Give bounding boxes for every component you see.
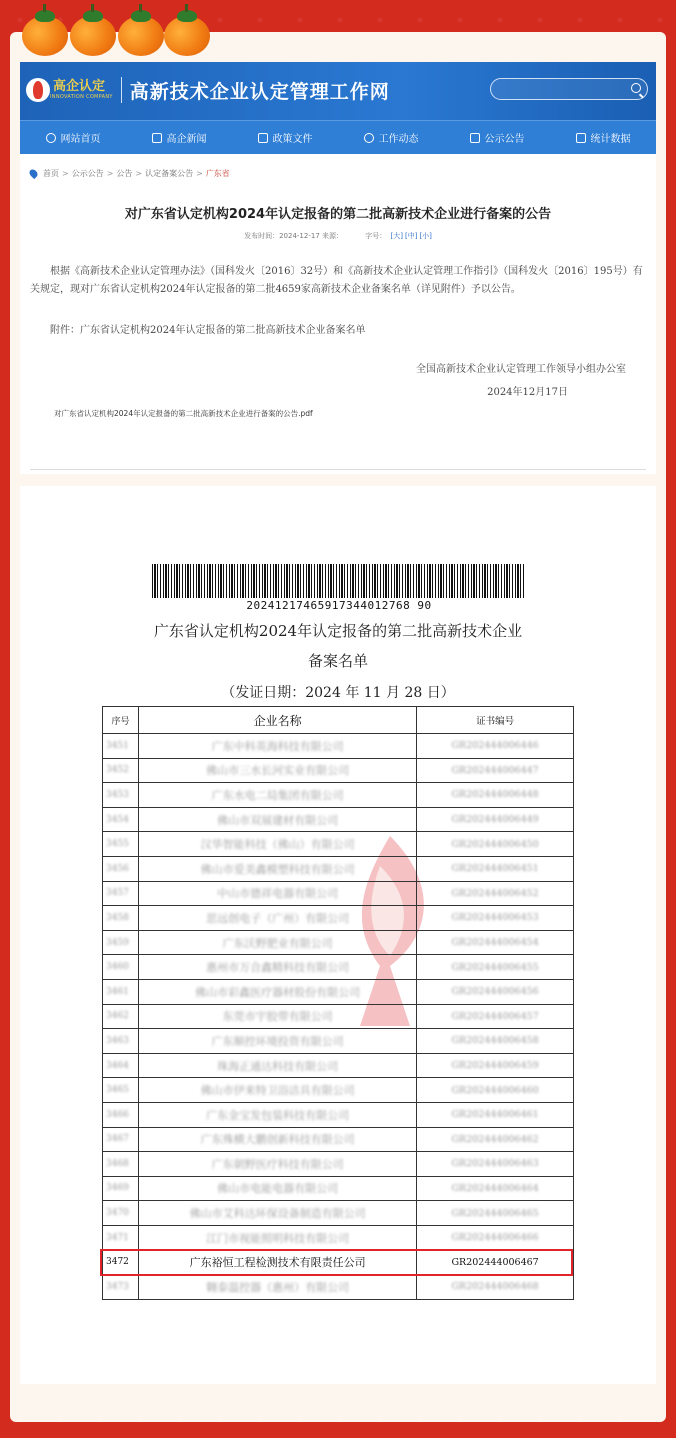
breadcrumb-filing[interactable]: 认定备案公告 [145, 169, 194, 178]
notice-icon [470, 133, 480, 143]
table-row [103, 1152, 574, 1177]
persimmon-icon [22, 10, 68, 54]
certificate-number: GR202444006467 [417, 1250, 574, 1275]
certificate-number: GR202444006446 [417, 734, 574, 759]
company-name: 东莞市宇胶带有限公司 [138, 1004, 416, 1029]
company-name: 佛山市彩鑫医疗器材股份有限公司 [138, 979, 416, 1004]
company-name: 佛山市艾科达环保设备制造有限公司 [138, 1201, 416, 1226]
company-name: 广东殊横大鹏创新科技有限公司 [138, 1127, 416, 1152]
company-name: 广东裕恒工程检测技术有限责任公司 [138, 1250, 416, 1275]
row-number: 3457 [103, 881, 139, 906]
publish-date: 发布时间：2024-12-17 来源： [244, 232, 343, 240]
barcode-number: 20241217465917344012768 90 [246, 599, 432, 612]
font-size-label: 字号： [365, 232, 387, 240]
certificate-number: GR202444006456 [417, 979, 574, 1004]
signature-block [30, 360, 646, 398]
table-row [103, 832, 574, 857]
company-name: 广东金宝发包装科技有限公司 [138, 1102, 416, 1127]
table-row [103, 1225, 574, 1250]
company-name: 惠州市万合鑫精科技有限公司 [138, 955, 416, 980]
persimmon-icon [70, 10, 116, 54]
logo-text: 高企认定 [53, 79, 106, 94]
certificate-number: GR202444006461 [417, 1102, 574, 1127]
nav-item-label: 网站首页 [60, 134, 101, 145]
certificate-number: GR202444006457 [417, 1004, 574, 1029]
table-row [103, 1127, 574, 1152]
row-number: 3461 [103, 979, 139, 1004]
row-number: 3460 [103, 955, 139, 980]
nav-item-label: 公示公告 [484, 134, 525, 145]
table-row [103, 783, 574, 808]
table-row [103, 1102, 574, 1127]
breadcrumb: 首页 > 公示公告 > 公告 > 认定备案公告 > 广东省 [30, 168, 646, 179]
company-name: 思远创电子（广州）有限公司 [138, 906, 416, 931]
company-name: 佛山市电能电器有限公司 [138, 1176, 416, 1201]
row-number: 3453 [103, 783, 139, 808]
company-name: 汉华智能科技（佛山）有限公司 [138, 832, 416, 857]
website-screenshot [20, 62, 656, 474]
company-name: 佛山市爱美鑫模塑科技有限公司 [138, 856, 416, 881]
column-header-no: 序号 [103, 707, 139, 734]
certificate-number: GR202444006453 [417, 906, 574, 931]
certificate-number: GR202444006458 [417, 1029, 574, 1054]
company-name: 广东沃野肥业有限公司 [138, 930, 416, 955]
nav-item-label: 高企新闻 [166, 134, 207, 145]
site-logo[interactable] [26, 74, 390, 106]
row-number: 3472 [103, 1250, 139, 1275]
certificate-number: GR202444006452 [417, 881, 574, 906]
article-meta [30, 231, 646, 241]
logo-subtext: INNOVATION COMPANY [50, 94, 113, 100]
row-number: 3456 [103, 856, 139, 881]
company-name: 珠海正通达科技有限公司 [138, 1053, 416, 1078]
table-row [103, 979, 574, 1004]
certificate-number: GR202444006468 [417, 1275, 574, 1300]
column-header-company: 企业名称 [138, 707, 416, 734]
company-name: 广东朝野医疗科技有限公司 [138, 1152, 416, 1177]
row-number: 3458 [103, 906, 139, 931]
persimmon-decoration [22, 4, 222, 54]
certificate-number: GR202444006459 [417, 1053, 574, 1078]
row-number: 3468 [103, 1152, 139, 1177]
nav-item-0[interactable] [20, 121, 126, 154]
row-number: 3451 [103, 734, 139, 759]
filing-list-document [20, 486, 656, 1384]
table-row [103, 955, 574, 980]
nav-item-label: 工作动态 [378, 134, 419, 145]
table-row [103, 1078, 574, 1103]
persimmon-icon [118, 10, 164, 54]
table-row [103, 1029, 574, 1054]
main-nav [20, 120, 656, 154]
persimmon-icon [164, 10, 210, 54]
site-header [20, 62, 656, 120]
article-body: 根据《高新技术企业认定管理办法》（国科发火〔2016〕32号）和《高新技术企业认定管理工作指引》（国科发火〔2016〕195号）有关规定，现对广东省认定机构2024年认定报备的第二批4659家高新技术企业备案名单（详见附件）予以公告。 [30, 266, 643, 295]
company-name: 江门市视能照明科技有限公司 [138, 1225, 416, 1250]
pdf-attachment-link[interactable]: 对广东省认定机构2024年认定报备的第二批高新技术企业进行备案的公告.pdf [54, 409, 313, 418]
send-icon [364, 133, 374, 143]
search-input[interactable] [490, 78, 648, 100]
certificate-number: GR202444006449 [417, 807, 574, 832]
nav-item-label: 政策文件 [272, 134, 313, 145]
nav-item-1[interactable] [126, 121, 232, 154]
certificate-number: GR202444006460 [417, 1078, 574, 1103]
certificate-number: GR202444006454 [417, 930, 574, 955]
company-name: 佛山市三水长河实业有限公司 [138, 758, 416, 783]
certificate-number: GR202444006464 [417, 1176, 574, 1201]
breadcrumb-announcements[interactable]: 公告 [116, 169, 133, 178]
row-number: 3467 [103, 1127, 139, 1152]
company-name: 广东水电二局集团有限公司 [138, 783, 416, 808]
signing-organization: 全国高新技术企业认定管理工作领导小组办公室 [416, 364, 626, 375]
certificate-number: GR202444006451 [417, 856, 574, 881]
certificate-number: GR202444006463 [417, 1152, 574, 1177]
table-row [103, 1053, 574, 1078]
nav-item-4[interactable] [444, 121, 550, 154]
table-row [103, 930, 574, 955]
company-name: 翱泰温控器（惠州）有限公司 [138, 1275, 416, 1300]
table-row [103, 807, 574, 832]
certificate-number: GR202444006447 [417, 758, 574, 783]
nav-item-label: 统计数据 [590, 134, 631, 145]
table-row [103, 1275, 574, 1300]
row-number: 3455 [103, 832, 139, 857]
document-subtitle: 备案名单 [307, 652, 368, 670]
certificate-number: GR202444006450 [417, 832, 574, 857]
column-header-cert: 证书编号 [417, 707, 574, 734]
nav-item-5[interactable] [550, 121, 656, 154]
row-number: 3465 [103, 1078, 139, 1103]
certificate-number: GR202444006462 [417, 1127, 574, 1152]
row-number: 3473 [103, 1275, 139, 1300]
signing-date: 2024年12月17日 [487, 387, 568, 398]
table-row [103, 881, 574, 906]
company-name: 佛山市伊来特卫浴洁具有限公司 [138, 1078, 416, 1103]
row-number: 3471 [103, 1225, 139, 1250]
breadcrumb-current[interactable]: 广东省 [205, 169, 230, 178]
nav-item-3[interactable] [338, 121, 444, 154]
row-number: 3459 [103, 930, 139, 955]
logo-divider [121, 77, 122, 103]
company-name: 广东顺控环境投资有限公司 [138, 1029, 416, 1054]
row-number: 3466 [103, 1102, 139, 1127]
attachment-note: 附件：广东省认定机构2024年认定报备的第二批高新技术企业备案名单 [50, 325, 366, 336]
certificate-number: GR202444006455 [417, 955, 574, 980]
row-number: 3452 [103, 758, 139, 783]
company-name: 佛山市双展建材有限公司 [138, 807, 416, 832]
table-row [103, 906, 574, 931]
table-row [103, 1176, 574, 1201]
issue-date: （发证日期：2024 年 11 月 28 日） [221, 685, 455, 701]
company-name: 广东中科英海科技有限公司 [138, 734, 416, 759]
news-icon [152, 133, 162, 143]
table-row [103, 734, 574, 759]
certificate-number: GR202444006448 [417, 783, 574, 808]
article-title: 对广东省认定机构2024年认定报备的第二批高新技术企业进行备案的公告 [124, 207, 552, 222]
home-icon [46, 133, 56, 143]
divider [30, 469, 646, 470]
table-row-highlighted [103, 1250, 574, 1275]
row-number: 3470 [103, 1201, 139, 1226]
table-row [103, 758, 574, 783]
row-number: 3462 [103, 1004, 139, 1029]
table-row [103, 856, 574, 881]
document-title: 广东省认定机构2024年认定报备的第二批高新技术企业 [153, 622, 523, 640]
certificate-number: GR202444006466 [417, 1225, 574, 1250]
location-pin-icon [28, 168, 39, 179]
row-number: 3463 [103, 1029, 139, 1054]
search-icon[interactable] [631, 83, 641, 93]
font-size-medium[interactable]: [中] [404, 232, 418, 240]
company-table [102, 706, 574, 1300]
site-title: 高新技术企业认定管理工作网 [129, 80, 390, 103]
torch-logo-icon [26, 78, 50, 102]
row-number: 3469 [103, 1176, 139, 1201]
barcode [152, 564, 526, 598]
row-number: 3464 [103, 1053, 139, 1078]
table-header-row [103, 707, 574, 734]
document-icon [258, 133, 268, 143]
font-size-large[interactable]: [大] [390, 232, 403, 240]
chart-icon [576, 133, 586, 143]
font-size-small[interactable]: [小] [419, 232, 432, 240]
row-number: 3454 [103, 807, 139, 832]
table-row [103, 1004, 574, 1029]
breadcrumb-notices[interactable]: 公示公告 [71, 169, 104, 178]
company-name: 中山市德祥电器有限公司 [138, 881, 416, 906]
certificate-number: GR202444006465 [417, 1201, 574, 1226]
nav-item-2[interactable] [232, 121, 338, 154]
breadcrumb-home[interactable]: 首页 [43, 169, 59, 178]
table-row [103, 1201, 574, 1226]
